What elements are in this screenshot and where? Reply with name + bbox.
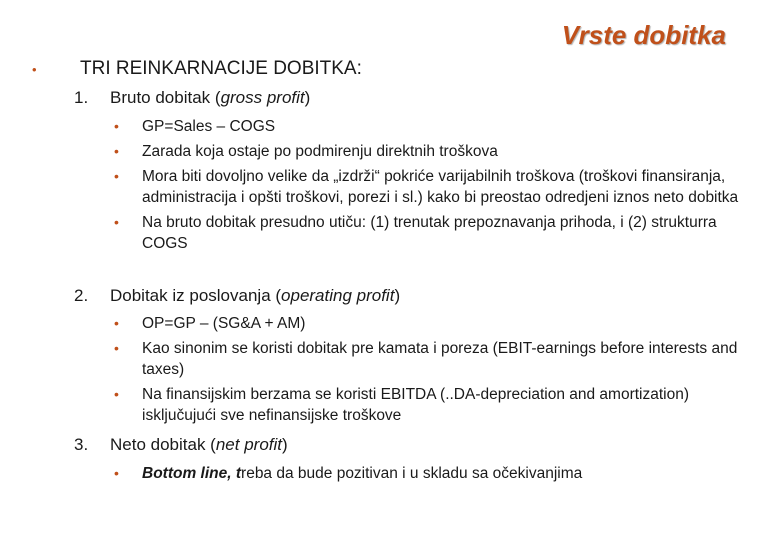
section-2-number: 2.	[74, 286, 89, 305]
list-item	[114, 212, 754, 254]
main-heading-text: TRI REINKARNACIJE DOBITKA:	[80, 58, 362, 79]
section-1-title-em: gross profit	[220, 88, 305, 107]
section-2-list	[114, 313, 754, 430]
bullet-icon: •	[114, 168, 119, 184]
section-1-number: 1.	[74, 88, 89, 107]
list-item	[114, 141, 754, 162]
bullet-icon: •	[114, 118, 119, 134]
section-2-title-em: operating profit	[281, 286, 395, 305]
bullet-icon: •	[114, 315, 119, 331]
list-item-text: OP=GP – (SG&A + AM)	[142, 315, 306, 332]
bullet-icon: •	[114, 386, 119, 402]
list-item-text: Mora biti dovoljno velike da „izdrži“ pokriće varijabilnih troškova (troškovi finansiranja, administracija i opšti troškovi, porezi i sl.) kako bi preostao odredjeni iznos neto dobitka	[142, 168, 739, 206]
list-item	[114, 384, 754, 426]
main-heading	[32, 58, 362, 80]
bullet-icon: •	[114, 465, 119, 481]
list-item-text: Zarada koja ostaje po podmirenju direktnih troškova	[142, 143, 498, 160]
section-1-title	[74, 88, 310, 108]
section-3-list	[114, 463, 754, 488]
list-item-text: Kao sinonim se koristi dobitak pre kamata i poreza (EBIT-earnings before interests and taxes)	[142, 340, 738, 378]
section-1-title-post: )	[304, 88, 311, 107]
list-item-text: Na finansijskim berzama se koristi EBITDA (..DA-depreciation and amortization) isključujući sve nefinansijske troškove	[142, 386, 690, 424]
section-3-title-pre: Neto dobitak (	[110, 435, 216, 454]
section-1-list	[114, 116, 754, 258]
list-item-lead: Bottom line, t	[142, 465, 242, 482]
list-item	[114, 463, 754, 484]
section-3-title-em: net profit	[215, 435, 282, 454]
list-item-text: GP=Sales – COGS	[142, 118, 276, 135]
section-2-title-pre: Dobitak iz poslovanja (	[110, 286, 282, 305]
bullet-icon: •	[114, 340, 119, 356]
list-item	[114, 116, 754, 137]
bullet-icon: •	[32, 62, 37, 77]
list-item-text: Na bruto dobitak presudno utiču: (1) trenutak prepoznavanja prihoda, i (2) strukturra COGS	[142, 214, 717, 252]
list-item	[114, 166, 754, 208]
section-1-title-pre: Bruto dobitak (	[110, 88, 221, 107]
list-item	[114, 338, 754, 380]
section-3-title	[74, 435, 288, 455]
bullet-icon: •	[114, 143, 119, 159]
list-item-text: reba da bude pozitivan i u skladu sa očekivanjima	[241, 465, 583, 482]
slide-title: Vrste dobitka	[561, 20, 726, 50]
section-2-title	[74, 286, 400, 306]
section-2-title-post: )	[394, 286, 401, 305]
section-3-title-post: )	[282, 435, 288, 454]
section-3-number: 3.	[74, 435, 89, 454]
list-item	[114, 313, 754, 334]
bullet-icon: •	[114, 214, 119, 230]
